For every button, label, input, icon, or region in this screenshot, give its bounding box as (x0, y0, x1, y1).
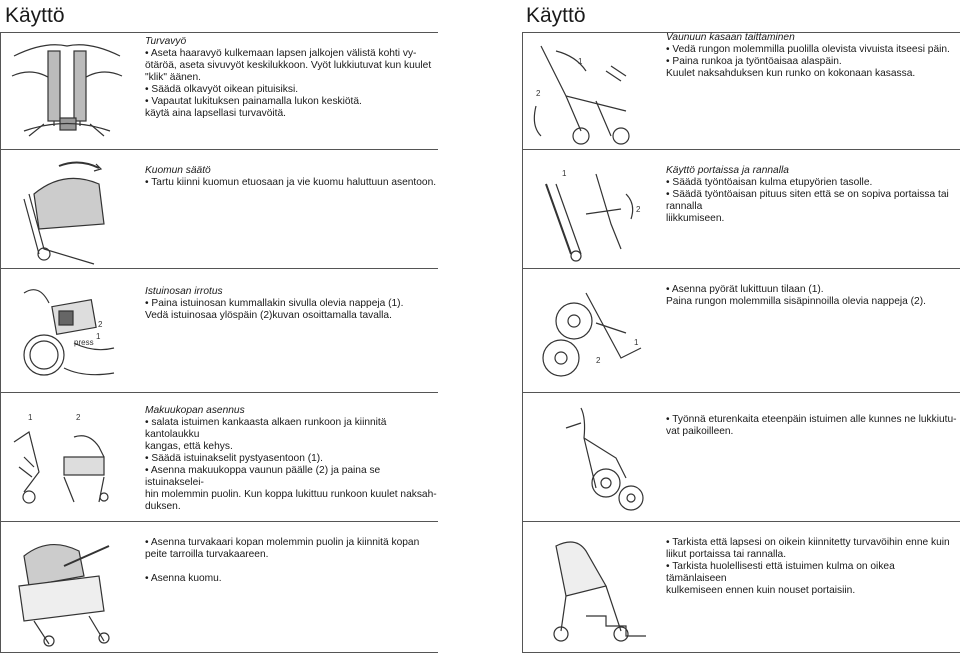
list-item: • Säädä istuinakselit pystyasentoon (1). (145, 453, 440, 465)
stairs-illustration (526, 154, 652, 266)
divider (522, 268, 960, 269)
image-label: 1 (578, 57, 583, 66)
section-heading: Käyttö portaissa ja rannalla (666, 165, 789, 176)
list-item: • Säädä olkavyöt oikean pituisiksi. (145, 84, 435, 96)
section-etupyorat (666, 414, 958, 438)
list-item: • Tartu kiinni kuomun etuosaan ja vie kuomu haluttuun asentoon. (145, 177, 440, 189)
section-heading: Turvavyö (145, 36, 187, 47)
divider (0, 32, 438, 33)
list-item: • Asenna makuukoppa vaunun päälle (2) ja paina se istuinakselei- (145, 465, 440, 489)
list-item: • Asenna kuomu. (145, 573, 440, 585)
list-item: kangas, että kehys. (145, 441, 233, 452)
image-label: 2 (596, 356, 601, 365)
list-item: • Aseta haaravyö kulkemaan lapsen jalkojen välistä kohti vy- (145, 48, 435, 60)
list-item: • Säädä työntöaisan kulma etupyörien tasolle. (666, 177, 958, 189)
list-item: • Asenna pyörät lukittuun tilaan (1). (666, 284, 958, 296)
stroller-on-stairs-illustration (526, 526, 652, 650)
divider (522, 149, 960, 150)
list-item: • Vedä rungon molemmilla puolilla olevista vivuista itseesi päin. (666, 44, 958, 56)
harness-illustration (4, 36, 130, 146)
section-heading: Vaunuun kasaan taittaminen (666, 32, 795, 43)
list-item: • salata istuimen kankaasta alkaen runkoon ja kiinnitä kantolaukku (145, 417, 440, 441)
image-label: 2 (636, 205, 641, 214)
list-item: • Paina istuinosan kummallakin sivulla olevia nappeja (1). (145, 298, 440, 310)
section-kuomu (145, 165, 440, 189)
section-istuinosa (145, 286, 440, 322)
list-item: vat paikoilleen. (666, 426, 734, 437)
spacer (145, 561, 440, 573)
list-item: • Tarkista että lapsesi on oikein kiinnitetty turvavöihin enne kuin (666, 537, 958, 549)
image-label: 2 (98, 320, 103, 329)
list-item: käytä aina lapsellasi turvavöitä. (145, 108, 287, 119)
list-item: duksen. (145, 501, 181, 512)
divider (522, 32, 523, 652)
section-tarkista (666, 537, 958, 597)
list-item: ötäröä, aseta sivuvyöt keskilukkoon. Vyöt lukkiutuvat kun kuulet (145, 60, 432, 71)
bumper-bar-illustration (4, 526, 130, 650)
wheels-illustration (526, 273, 652, 389)
section-portaissa (666, 165, 958, 225)
list-item: Paina rungon molemmilla sisäpinnoilla olevia nappeja (2). (666, 296, 926, 307)
image-label: 2 (76, 413, 81, 422)
list-item: • Paina runkoa ja työntöaisaa alaspäin. (666, 56, 958, 68)
page-title-right: Käyttö (526, 4, 586, 27)
divider (522, 521, 960, 522)
front-wheels-illustration (526, 398, 652, 518)
canopy-illustration (4, 154, 130, 266)
divider (522, 392, 960, 393)
image-label: press (74, 338, 94, 347)
section-heading: Makuukopan asennus (145, 405, 245, 416)
image-label: 1 (634, 338, 639, 347)
image-label: 1 (28, 413, 33, 422)
divider (0, 392, 438, 393)
list-item: rannalla (666, 201, 703, 212)
divider (0, 652, 438, 653)
list-item: Kuulet naksahduksen kun runko on kokonaan kasassa. (666, 68, 916, 79)
divider (0, 149, 438, 150)
section-heading: Kuomun säätö (145, 165, 211, 176)
list-item: • Säädä työntöaisan pituus siten että se on sopiva portaissa tai (666, 189, 958, 201)
seat-removal-illustration (4, 273, 130, 389)
section-heading: Istuinosan irrotus (145, 286, 223, 297)
carrycot-install-illustration (4, 402, 130, 518)
list-item: "klik" äänen. (145, 72, 201, 83)
divider (0, 268, 438, 269)
divider (0, 32, 1, 652)
list-item: Vedä istuinosaa ylöspäin (2)kuvan osoittamalla tavalla. (145, 310, 392, 321)
section-taittaminen (666, 32, 958, 80)
image-label: 2 (536, 89, 541, 98)
divider (522, 652, 960, 653)
image-label: 1 (96, 332, 101, 341)
list-item: hin molemmin puolin. Kun koppa lukittuu runkoon kuulet naksah- (145, 489, 437, 500)
list-item: peite tarroilla turvakaareen. (145, 549, 269, 560)
section-makuukoppa (145, 405, 440, 513)
list-item: • Asenna turvakaari kopan molemmin puolin ja kiinnitä kopan (145, 537, 440, 549)
image-label: 1 (562, 169, 567, 178)
list-item: • Vapautat lukituksen painamalla lukon keskiötä. (145, 96, 435, 108)
divider (0, 521, 438, 522)
page-title-left: Käyttö (5, 4, 65, 27)
list-item: kulkemiseen ennen kuin nouset portaisiin. (666, 585, 856, 596)
list-item: liikut portaissa tai rannalla. (666, 549, 787, 560)
list-item: • Työnnä eturenkaita eteenpäin istuimen alle kunnes ne lukkiutu- (666, 414, 958, 426)
section-turvavyo (145, 36, 435, 120)
section-pyorat (666, 284, 958, 308)
section-turvakaari (145, 537, 440, 585)
list-item: liikkumiseen. (666, 213, 725, 224)
list-item: • Tarkista huolellisesti että istuimen kulma on oikea tämänlaiseen (666, 561, 958, 585)
fold-illustration (526, 36, 652, 146)
